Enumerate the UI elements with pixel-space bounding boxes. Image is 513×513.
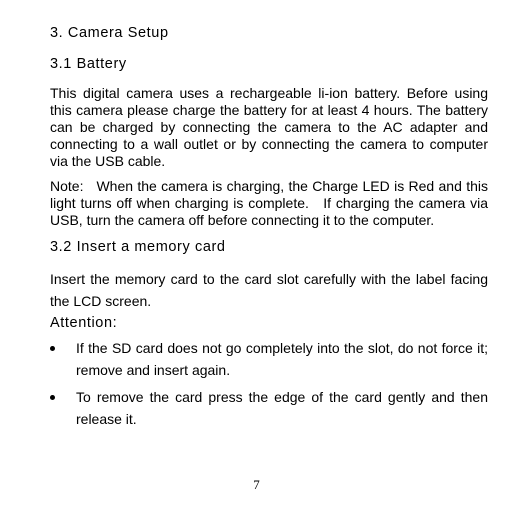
list-item [50, 386, 488, 430]
list-item-text: To remove the card press the edge of the card gently and then release it. [76, 389, 488, 427]
memory-card-paragraph: Insert the memory card to the card slot carefully with the label facing the LCD screen. [50, 271, 488, 309]
section-title: 3. Camera Setup [50, 25, 169, 41]
page-number: 7 [253, 477, 260, 492]
attention-label: Attention: [50, 315, 118, 331]
charging-note: Note: When the camera is charging, the Charge LED is Red and this light turns off when charging is complete. If charging the camera via USB, turn the camera off before connecting it to the computer. [50, 178, 492, 228]
bullet-icon [50, 395, 55, 400]
list-item [50, 337, 488, 381]
attention-list [50, 337, 488, 430]
bullet-icon [50, 346, 55, 351]
list-item-text: If the SD card does not go completely into the slot, do not force it; remove and insert again. [76, 340, 488, 378]
battery-heading: 3.1 Battery [50, 56, 127, 72]
document-page [50, 22, 492, 435]
battery-paragraph: This digital camera uses a rechargeable li-ion battery. Before using this camera please charge the battery for at least 4 hours. The battery can be charged by connecting the camera to the AC adapter and connecting to a wall outlet or by connecting the camera to computer via the USB cable. [50, 85, 488, 169]
memory-card-heading: 3.2 Insert a memory card [50, 239, 226, 255]
